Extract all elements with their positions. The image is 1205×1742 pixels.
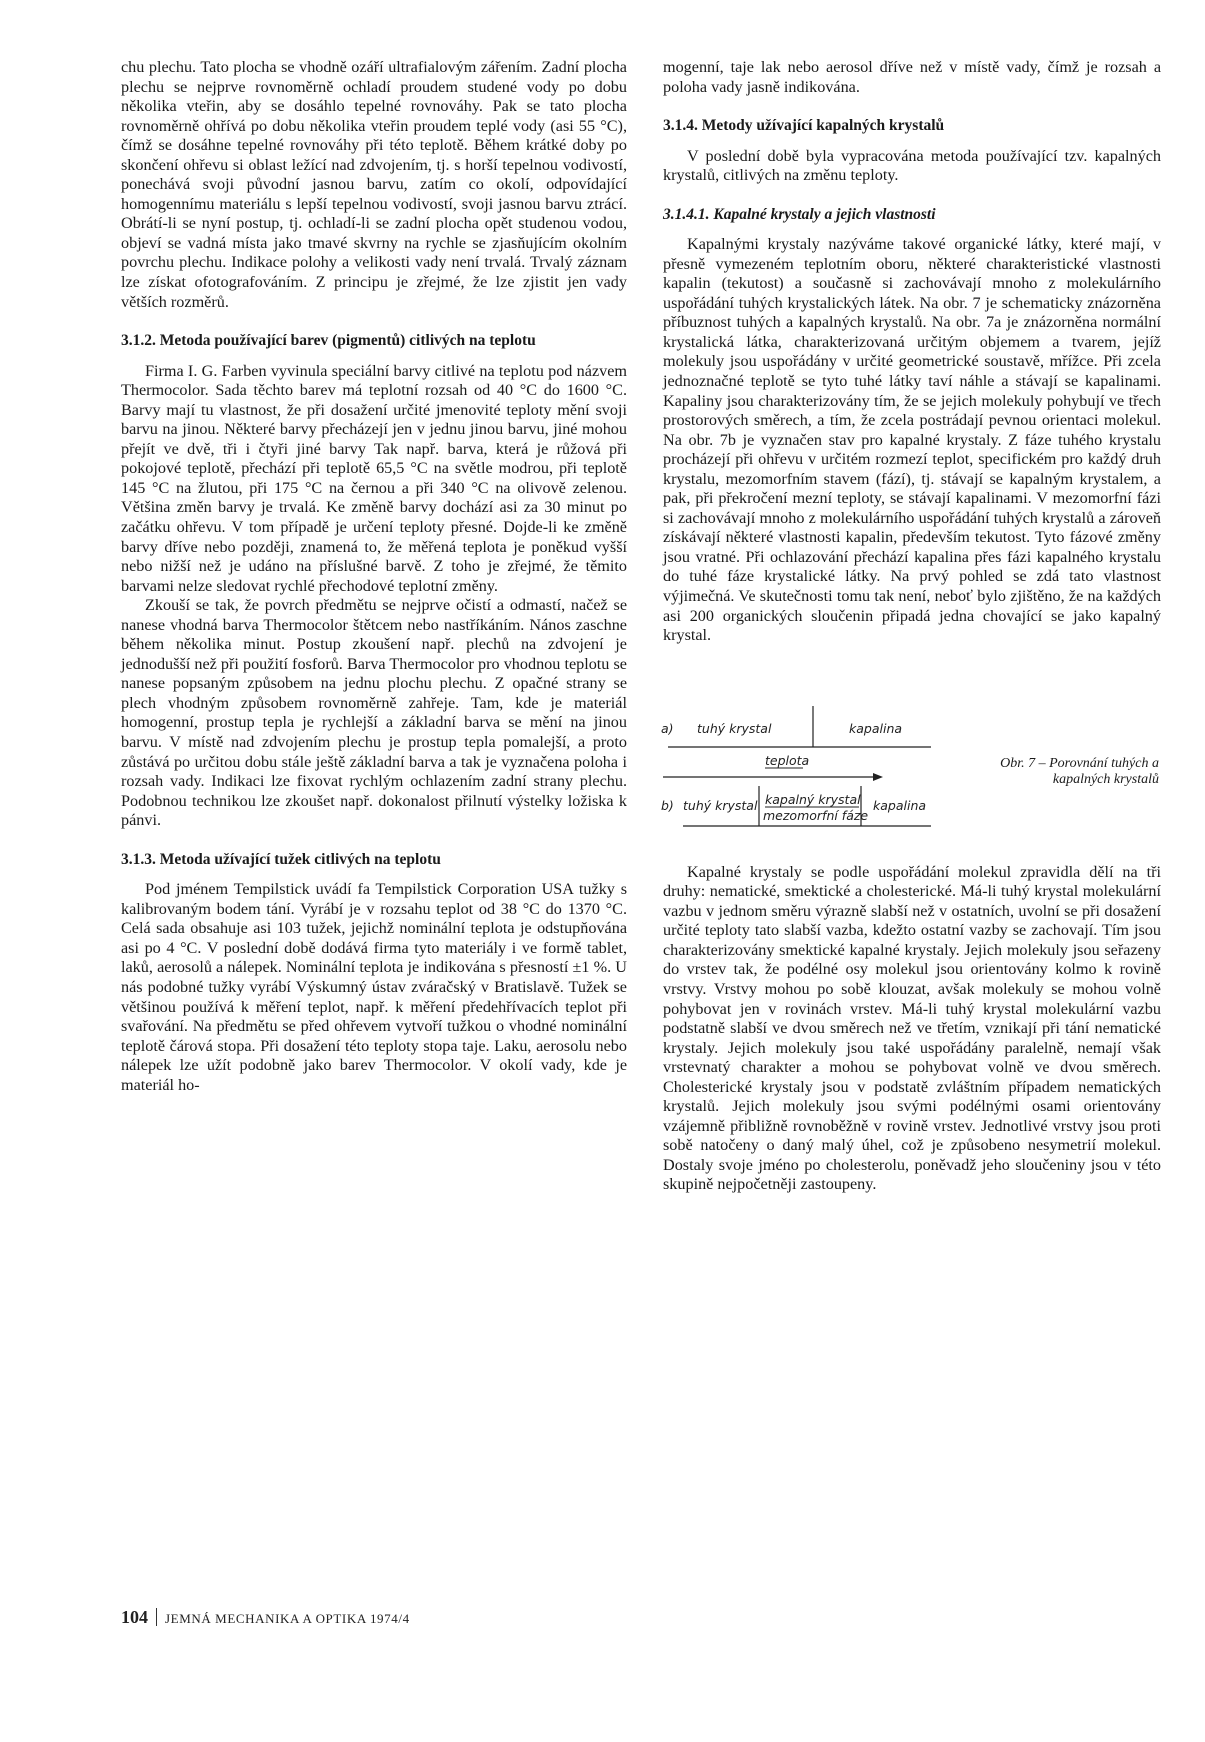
journal-name: JEMNÁ MECHANIKA A OPTIKA 1974/4 xyxy=(165,1611,410,1626)
footer-separator xyxy=(156,1608,157,1626)
left-column xyxy=(121,58,627,1095)
section-heading-3-1-4: 3.1.4. Metody užívající kapalných krystalů xyxy=(663,117,945,135)
paragraph: mogenní, taje lak nebo aerosol dříve než v místě vady, čímž je rozsah a poloha vady jasně indikována. xyxy=(663,58,1161,96)
paragraph: Kapalné krystaly se podle uspořádání molekul zpravidla dělí na tři druhy: nematické, smektické a cholesterické. Má-li tuhý krystal molekulární vazbu v jednom směru výrazně slabší než v ostatních, uvolní se při dosažení určité teploty tato slabší vazba, kdežto ostatní vazby se zachovají. Tím jsou charakterizovány smektické kapalné krystaly. Jejich molekuly jsou seřazeny do vrstev tak, že podélné osy molekul jsou orientovány kolmo k rovině vrstvy. Vrstvy mohou po sobě klouzat, avšak molekuly se mohou volně pohybovat jen v rovinách vrstev. Má-li tuhý krystal molekulární vazbu podstatně slabší ve dvou směrech než ve třetím, vznikají při tání nematické krystaly. Jejich molekuly jsou také uspořádány paralelně, nemají však vrstevnatý charakter a mohou se pohybovat volně ve dvou směrech. Cholesterické krystaly jsou v podstatě zvláštním případem nematických krystalů. Jejich molekuly jsou svými podélnými osami orientovány vzájemně přibližně rovnoběžně v rovině vrstev. Jednotlivé vrstvy jsou proti sobě natočeny o daný malý úhel, což je způsobeno nesymetrií molekul. Dostaly svoje jméno po cholesterolu, poněvadž jeho sloučeniny jsou v této skupině nejpočetněji zastoupeny. xyxy=(663,862,1161,1194)
page-number: 104 xyxy=(121,1607,148,1627)
label-b: b) xyxy=(661,797,674,813)
b-meso-label-2: mezomorfní fáze xyxy=(763,807,869,823)
phase-diagram xyxy=(663,646,1161,863)
right-column xyxy=(663,58,1161,1195)
paragraph: V poslední době byla vypracována metoda používající tzv. kapalných krystalů, citlivých na změnu teploty. xyxy=(663,146,1161,185)
section-heading-3-1-2: 3.1.2. Metoda používající barev (pigmentů) citlivých na teplotu xyxy=(121,332,536,350)
section-heading-3-1-3: 3.1.3. Metoda užívající tužek citlivých na teplotu xyxy=(121,850,441,868)
figure-caption: Obr. 7 – Porovnání tuhých a kapalných krystalů xyxy=(1000,755,1159,787)
figure-7 xyxy=(663,646,1161,863)
label-a: a) xyxy=(661,720,674,736)
b-solid-label: tuhý krystal xyxy=(683,797,758,813)
temperature-label: teplota xyxy=(765,752,810,768)
paragraph: chu plechu. Tato plocha se vhodně ozáří ultrafialovým zářením. Zadní plocha plechu se nejprve rovnoměrně ochladí proudem studené vody po dobu několika vteřin, aby se dosáhlo tepelné rovnováhy. Pak se tato plocha rovnoměrně ohřívá po dobu několika vteřin proudem teplé vody (asi 55 °C), čímž se dosáhne tepelné rovnováhy při této teplotě. Během krátké doby po skončení ohřevu si oblast ležící nad zdvojením, tj. s horší tepelnou vodivostí, ponechává svoji původní jasnou barvu, zatím co okolí, odpovídající homogennímu materiálu s lepší tepelnou vodivostí, svoji jasnou barvu ztrácí. Obrátí-li se nyní postup, tj. ochladí-li se zadní plocha opět studenou vodou, objeví se vadná místa jako tmavé skvrny na rychle se zjasňujícím okolním povrchu plechu. Indikace polohy a velikosti vady není trvalá. Trvalý záznam lze získat ofotografováním. Z principu je zřejmé, že lze zjistit jen vady větších rozměrů. xyxy=(121,58,627,311)
paragraph: Firma I. G. Farben vyvinula speciální barvy citlivé na teplotu pod názvem Thermocolor. Sada těchto barev má teplotní rozsah od 40 °C do 1600 °C. Barvy mají tu vlastnost, že při dosažení určité jmenovité teploty mění svoji barvu na jinou. Některé barvy přecházejí jen v jednu jinou barvu, jiné mohou přejít ve dvě, tři i čtyři jiné barvy Tak např. barva, která je růžová při pokojové teplotě, přechází při teplotě 65,5 °C na světle modrou, při teplotě 145 °C na žlutou, při 175 °C na černou a při 340 °C na olivově zelenou. Většina změn barvy je trvalá. Ke změně barvy dochází asi za 30 minut po začátku ohřevu. V tom případě je určení teploty přesné. Dojde-li ke změně barvy dříve nebo později, znamená to, že měřená teplota je poněkud vyšší nebo nižší než je udáno na příslušné barvě. Z toho je zřejmé, že těmito barvami nelze sledovat rychlé přechodové teplotní změny. xyxy=(121,361,627,595)
a-solid-label: tuhý krystal xyxy=(697,720,772,736)
page-footer xyxy=(121,1607,410,1628)
arrow-head-icon xyxy=(873,773,883,781)
b-liquid-label: kapalina xyxy=(873,797,927,813)
section-heading-3-1-4-1: 3.1.4.1. Kapalné krystaly a jejich vlastnosti xyxy=(663,205,936,223)
paragraph: Zkouší se tak, že povrch předmětu se nejprve očistí a odmastí, načež se nanese vhodná barva Thermocolor štětcem nebo nastříkáním. Nános zaschne během několika minut. Postup zkoušení např. plechů na zdvojení je jednodušší než při použití fosforů. Barva Thermocolor pro vhodnou teplotu se nanese popsaným způsobem na jednu plochu plechu. Z opačné strany se plech vhodným způsobem rovnoměrně zahřeje. Tam, kde je materiál homogenní, prostup tepla je rychlejší a základní barva se mění na jinou barvu. V místě nad zdvojením plechu je prostup tepla pomalejší, a proto zůstává po určitou dobu stále ještě základní barva a tak je vyznačena poloha i rozsah vady. Indikaci lze fixovat rychlým ochlazením zadní strany plechu. Podobnou technikou lze zkoušet např. dokonalost přilnutí výstelky ložiska k pánvi. xyxy=(121,596,627,830)
b-meso-label-1: kapalný krystal xyxy=(765,791,861,807)
paragraph: Pod jménem Tempilstick uvádí fa Tempilstick Corporation USA tužky s kalibrovaným bodem tání. Vyrábí je v rozsahu teplot od 38 °C do 1370 °C. Celá sada obsahuje asi 103 tužek, jejichž nominální teplota je odstupňována asi po 4 °C. V poslední době dodává firma tyto materiály i ve formě tablet, laků, aerosolů a nálepek. Nominální teplota je indikována s přesností ±1 %. U nás podobné tužky vyrábí Výskumný ústav zváračský v Bratislavě. Tužek se většinou používá k měření teplot, např. k měření předehřívacích teplot při svařování. Na předmětu se před ohřevem vytvoří tužkou o vhodné nominální teplotě čárová stopa. Při dosažení této teploty stopa taje. Laku, aerosolu nebo nálepek lze užít podobně jako barev Thermocolor. V okolí vady, kde je materiál ho- xyxy=(121,880,627,1094)
paragraph: Kapalnými krystaly nazýváme takové organické látky, které mají, v přesně vymezeném teplotním oboru, některé charakteristické vlastnosti kapalin (tekutost) a současně si zachovávají mnoho z molekulárního uspořádání tuhých krystalických látek. Na obr. 7 je schematicky znázorněna příbuznost tuhých a kapalných krystalů. Na obr. 7a je znázorněna normální krystalická látka, charakterizovaná určitým objemem a tvarem, jejíž molekuly jsou uspořádány v určité geometrické soustavě, mřížce. Při zcela jednoznačné teplotě se tyto tuhé látky taví náhle a stávají se kapalinami. Kapaliny jsou charakterizovány tím, že se jejich molekuly pohybují ve třech prostorových směrech, a tím, že zcela postrádají pevnou orientaci molekul. Na obr. 7b je vyznačen stav pro kapalné krystaly. Z fáze tuhého krystalu procházejí při ohřevu v určitém rozmezí teplot, specifickém pro každý druh krystalu, mezomorfním stavem (fází), tj. stávají se kapalným krystalem, a pak, při překročení mezní teploty, se stávají kapalinami. V mezomorfní fázi si zachovávají mnoho z molekulárního uspořádání tuhých krystalů a zároveň získávají některé vlastnosti kapalin, především tekutost. Tyto fázové změny jsou vratné. Při ochlazování přechází kapalina přes fázi kapalného krystalu do tuhé fáze krystalické látky. Na prvý pohled se zdá tato vlastnost výjimečná. Ve skutečnosti tomu tak není, neboť bylo zjištěno, že na každých asi 200 organických sloučenin připadá jedna chovající se jako kapalný krystal. xyxy=(663,235,1161,645)
a-liquid-label: kapalina xyxy=(849,720,903,736)
